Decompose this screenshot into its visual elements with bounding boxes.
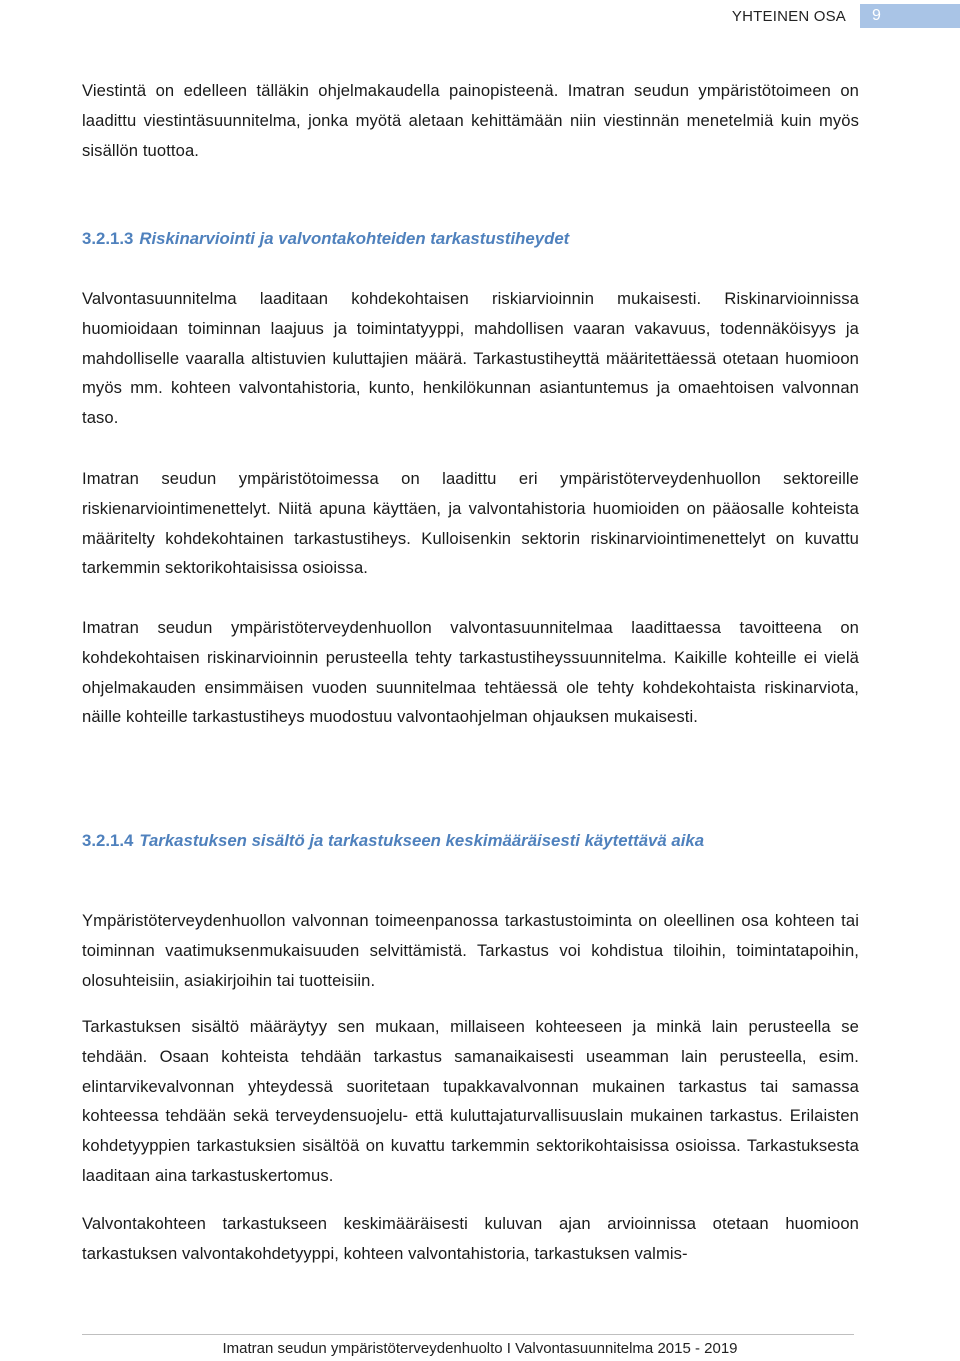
section-number: 3.2.1.4: [82, 831, 134, 850]
paragraph-risk-methods: Imatran seudun ympäristötoimessa on laadittu eri ympäristöterveydenhuollon sektoreille riskienarviointimenettelyt. Niitä apuna käyttäen, ja valvontahistoria huomioiden on pääosalle kohteista määritelty kohdekohtainen tarkastustiheys. Kulloisenkin sektorin riskinarviointimenettelyt on kuvattu tarkemmin sektorikohtaisissa osioissa.: [82, 469, 859, 578]
section-heading-3-2-1-4: [0, 831, 704, 851]
section-label: YHTEINEN OSA: [731, 7, 846, 25]
section-title: Riskinarviointi ja valvontakohteiden tarkastustiheydet: [139, 229, 570, 248]
paragraph-inspection-content: Tarkastuksen sisältö määräytyy sen mukaan, millaiseen kohteeseen ja minkä lain perusteella se tehdään. Osaan kohteista tehdään tarkastus samanaikaisesti useamman lain perusteella, esim. elintarvikevalvonnan yhteydessä suoritetaan tupakkavalvonnan mukainen tarkastus tai samassa kohteessa tehdään sekä terveydensuojelu- että kuluttajaturvallisuuslain mukainen tarkastus. Erilaisten kohdetyyppien tarkastuksien sisältöä on kuvattu tarkemmin sektorikohtaisissa osioissa. Tarkastuksesta laaditaan aina tarkastuskertomus.: [82, 1017, 859, 1185]
page-number: 9: [860, 4, 960, 28]
section-title: Tarkastuksen sisältö ja tarkastukseen keskimääräisesti käytettävä aika: [139, 831, 705, 850]
section-heading-3-2-1-3: [0, 229, 569, 249]
paragraph-inspection-time: Valvontakohteen tarkastukseen keskimääräisesti kuluvan ajan arvioinnissa otetaan huomioon tarkastuksen valvontakohdetyyppi, kohteen valvontahistoria, tarkastuksen valmis-: [82, 1214, 859, 1263]
paragraph-risk-assessment: Valvontasuunnitelma laaditaan kohdekohtaisen riskiarvioinnin mukaisesti. Riskinarvioinnissa huomioidaan toiminnan laajuus ja toimintatyyppi, mahdollisen vaaran vakavuus, todennäköisyys ja mahdolliselle vaaralla altistuvien kuluttajien määrä. Tarkastustiheyttä määritettäessä otetaan huomioon myös mm. kohteen valvontahistoria, kunto, henkilökunnan asiantuntemus ja omaehtoisen valvonnan taso.: [82, 289, 859, 428]
page-footer: Imatran seudun ympäristöterveydenhuolto I Valvontasuunnitelma 2015 - 2019: [222, 1340, 738, 1357]
paragraph-inspection-activity: Ympäristöterveydenhuollon valvonnan toimeenpanossa tarkastustoiminta on oleellinen osa kohteen tai toiminnan vaatimuksenmukaisuuden selvittämistä. Tarkastus voi kohdistua tiloihin, toimintatapoihin, olosuhteisiin, asiakirjoihin tai tuotteisiin.: [82, 911, 859, 990]
page-header: [732, 4, 960, 28]
section-number: 3.2.1.3: [82, 229, 134, 248]
footer-divider: [82, 1334, 854, 1335]
paragraph-communication: Viestintä on edelleen tälläkin ohjelmakaudella painopisteenä. Imatran seudun ympäristötoimeen on laadittu viestintäsuunnitelma, jonka myötä aletaan kehittämään niin viestinnän menetelmiä kuin myös sisällön tuottoa.: [82, 81, 859, 160]
paragraph-inspection-plan: Imatran seudun ympäristöterveydenhuollon valvontasuunnitelmaa laadittaessa tavoitteena on kohdekohtaisen riskinarvioinnin perusteella tehty tarkastustiheyssuunnitelma. Kaikille kohteille ei vielä ohjelmakauden ensimmäisen vuoden suunnitelmaa tehtäessä ole tehty kohdekohtaista riskinarviota, näille kohteille tarkastustiheys muodostuu valvontaohjelman ohjauksen mukaisesti.: [82, 618, 859, 727]
